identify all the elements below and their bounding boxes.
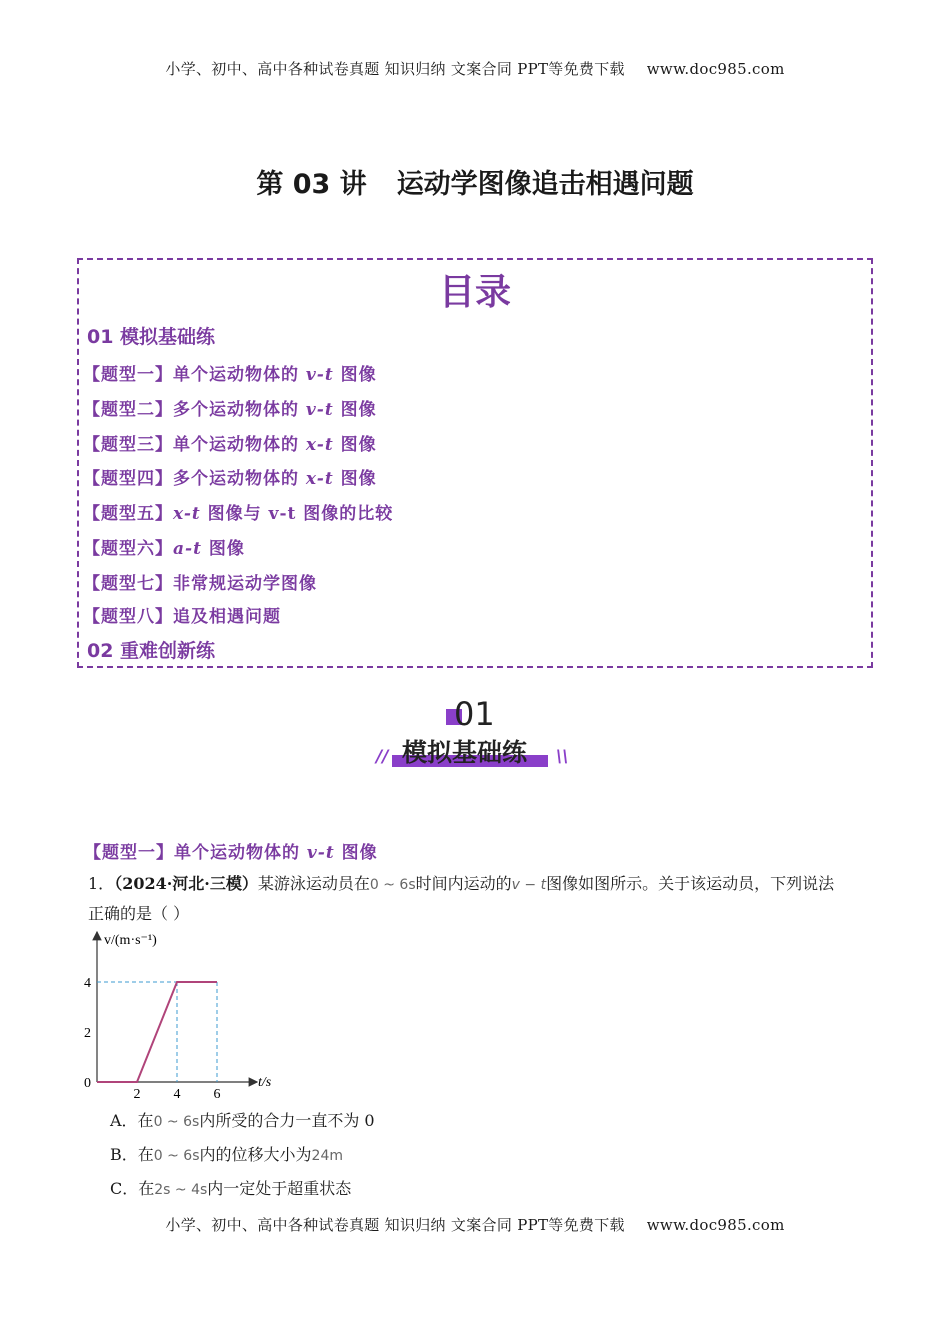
toc-item[interactable]: 【题型五】x-t 图像与 v-t 图像的比较 (83, 504, 394, 524)
x-axis-label: t/s (258, 1075, 272, 1090)
toc-item[interactable]: 【题型三】单个运动物体的 x-t 图像 (83, 435, 377, 455)
banner-text: 模拟基础练 (402, 738, 528, 767)
footer-url[interactable]: www.doc985.com (646, 1216, 785, 1234)
page-footer (0, 1214, 950, 1235)
y-tick-label: 0 (84, 1076, 91, 1091)
x-tick-label: 6 (213, 1087, 221, 1100)
x-tick-label: 2 (133, 1087, 141, 1100)
question-source: （2024·河北·三模） (114, 874, 258, 893)
toc-item[interactable]: 【题型一】单个运动物体的 v-t 图像 (83, 365, 377, 385)
banner-slash-left-icon: // (376, 747, 389, 767)
page-header (0, 58, 950, 79)
toc-heading: 目录 (438, 272, 511, 313)
header-text: 小学、初中、高中各种试卷真题 知识归纳 文案合同 PPT等免费下载 (165, 60, 625, 78)
option-b[interactable]: B．在0 ~ 6s内的位移大小为24m (110, 1145, 343, 1164)
option-a[interactable]: A．在0 ~ 6s内所受的合力一直不为 0 (110, 1111, 375, 1130)
question-stem: 1．（2024·河北·三模）某游泳运动员在0 ~ 6s时间内运动的v − t图像如图所示。关于该运动员，下列说法 (88, 874, 835, 893)
toc-item[interactable]: 【题型四】多个运动物体的 x-t 图像 (83, 469, 377, 489)
y-tick-label: 4 (84, 976, 91, 991)
toc-item[interactable]: 【题型八】追及相遇问题 (83, 607, 281, 627)
title-lecture: 第 03 讲 (256, 169, 367, 200)
title-topic: 运动学图像追击相遇问题 (396, 169, 694, 200)
series-line (97, 982, 217, 1082)
toc-item[interactable]: 【题型七】非常规运动学图像 (83, 574, 317, 594)
toc-item[interactable]: 【题型六】a-t 图像 (83, 539, 245, 559)
y-axis-label: v/(m·s⁻¹) (104, 933, 157, 948)
x-tick-label: 4 (173, 1087, 181, 1100)
question-type-heading: 【题型一】单个运动物体的 v-t 图像 (84, 843, 378, 863)
toc-section-2[interactable]: 02 重难创新练 (87, 640, 216, 662)
banner-number: 01 (454, 695, 495, 733)
page-title (0, 162, 950, 201)
section-banner (370, 695, 580, 775)
toc-section-1[interactable]: 01 模拟基础练 (87, 326, 216, 348)
y-tick-label: 2 (84, 1026, 91, 1041)
option-c[interactable]: C．在2s ~ 4s内一定处于超重状态 (110, 1179, 352, 1198)
banner-slash-right-icon: \\ (556, 747, 569, 767)
table-of-contents (77, 258, 873, 668)
question-stem-line2: 正确的是（ ） (88, 904, 190, 923)
footer-text: 小学、初中、高中各种试卷真题 知识归纳 文案合同 PPT等免费下载 (165, 1216, 625, 1234)
header-url[interactable]: www.doc985.com (646, 60, 785, 78)
vt-graph (82, 928, 282, 1100)
toc-item[interactable]: 【题型二】多个运动物体的 v-t 图像 (83, 400, 377, 420)
